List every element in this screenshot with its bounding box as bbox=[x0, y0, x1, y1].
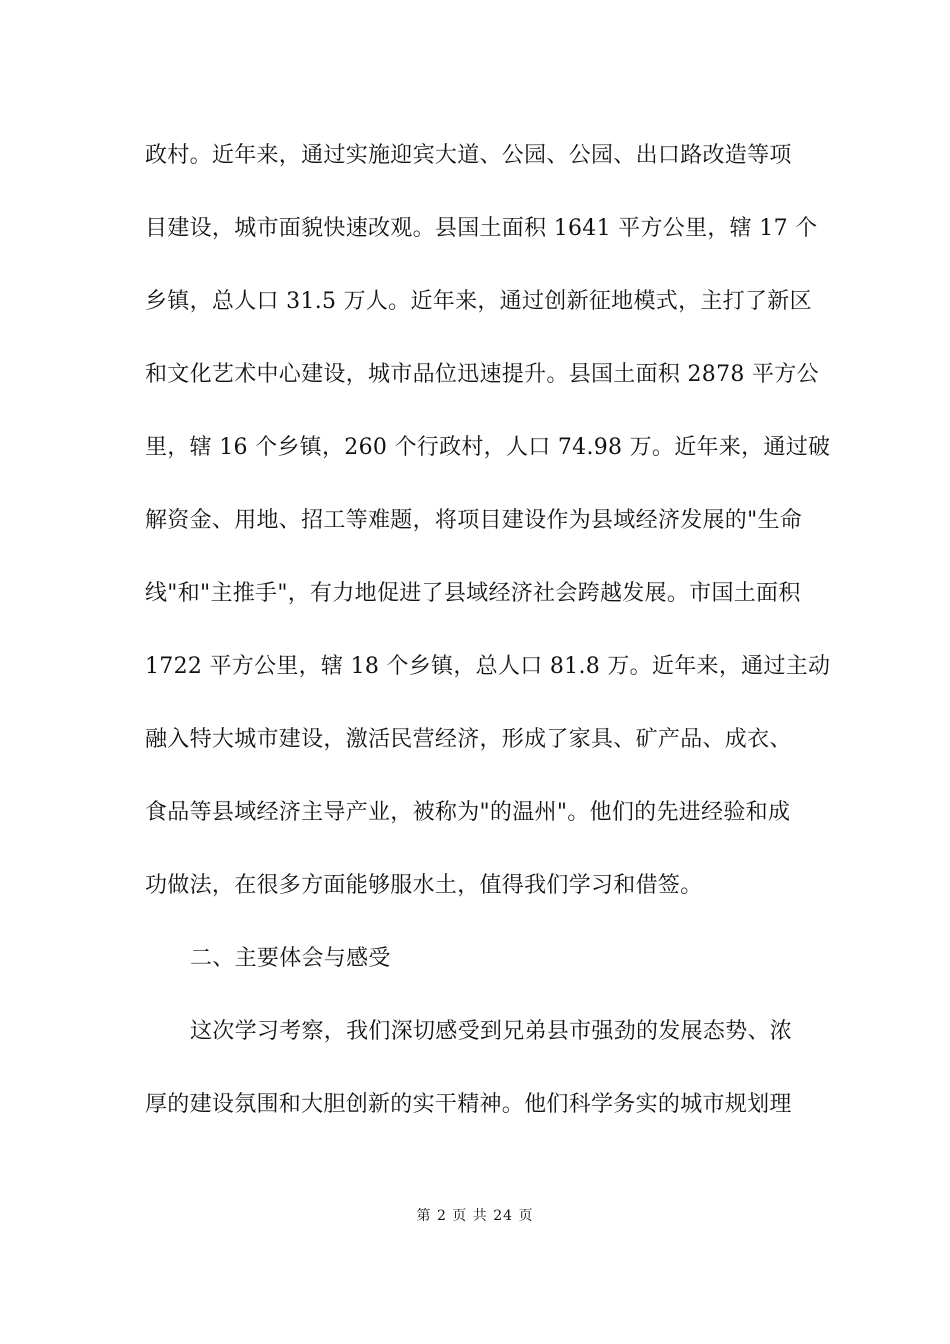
body-text-line: 1722 平方公里，辖 18 个乡镇，总人口 81.8 万。近年来，通过主动 bbox=[145, 654, 831, 679]
body-text-line: 里，辖 16 个乡镇，260 个行政村，人口 74.98 万。近年来，通过破 bbox=[145, 435, 831, 460]
body-text-line: 目建设，城市面貌快速改观。县国土面积 1641 平方公里，辖 17 个 bbox=[145, 216, 818, 241]
body-text-line: 厚的建设氛围和大胆创新的实干精神。他们科学务实的城市规划理 bbox=[145, 1092, 792, 1117]
body-text-line: 和文化艺术中心建设，城市品位迅速提升。县国土面积 2878 平方公 bbox=[145, 362, 819, 387]
body-text-line: 融入特大城市建设，激活民营经济，形成了家具、矿产品、成衣、 bbox=[145, 727, 792, 752]
section-heading: 二、主要体会与感受 bbox=[190, 946, 391, 971]
body-text-line: 线"和"主推手"，有力地促进了县域经济社会跨越发展。市国土面积 bbox=[145, 581, 801, 606]
body-text-line: 乡镇，总人口 31.5 万人。近年来，通过创新征地模式，主打了新区 bbox=[145, 289, 812, 314]
page-number-footer: 第 2 页 共 24 页 bbox=[416, 1208, 534, 1224]
body-text-line: 食品等县域经济主导产业，被称为"的温州"。他们的先进经验和成 bbox=[145, 800, 791, 825]
body-text-line: 政村。近年来，通过实施迎宾大道、公园、公园、出口路改造等项 bbox=[145, 143, 792, 168]
body-text-line: 功做法，在很多方面能够服水土，值得我们学习和借签。 bbox=[145, 873, 703, 898]
body-text-line: 解资金、用地、招工等难题，将项目建设作为县域经济发展的"生命 bbox=[145, 508, 803, 533]
body-text-line: 这次学习考察，我们深切感受到兄弟县市强劲的发展态势、浓 bbox=[190, 1019, 793, 1044]
